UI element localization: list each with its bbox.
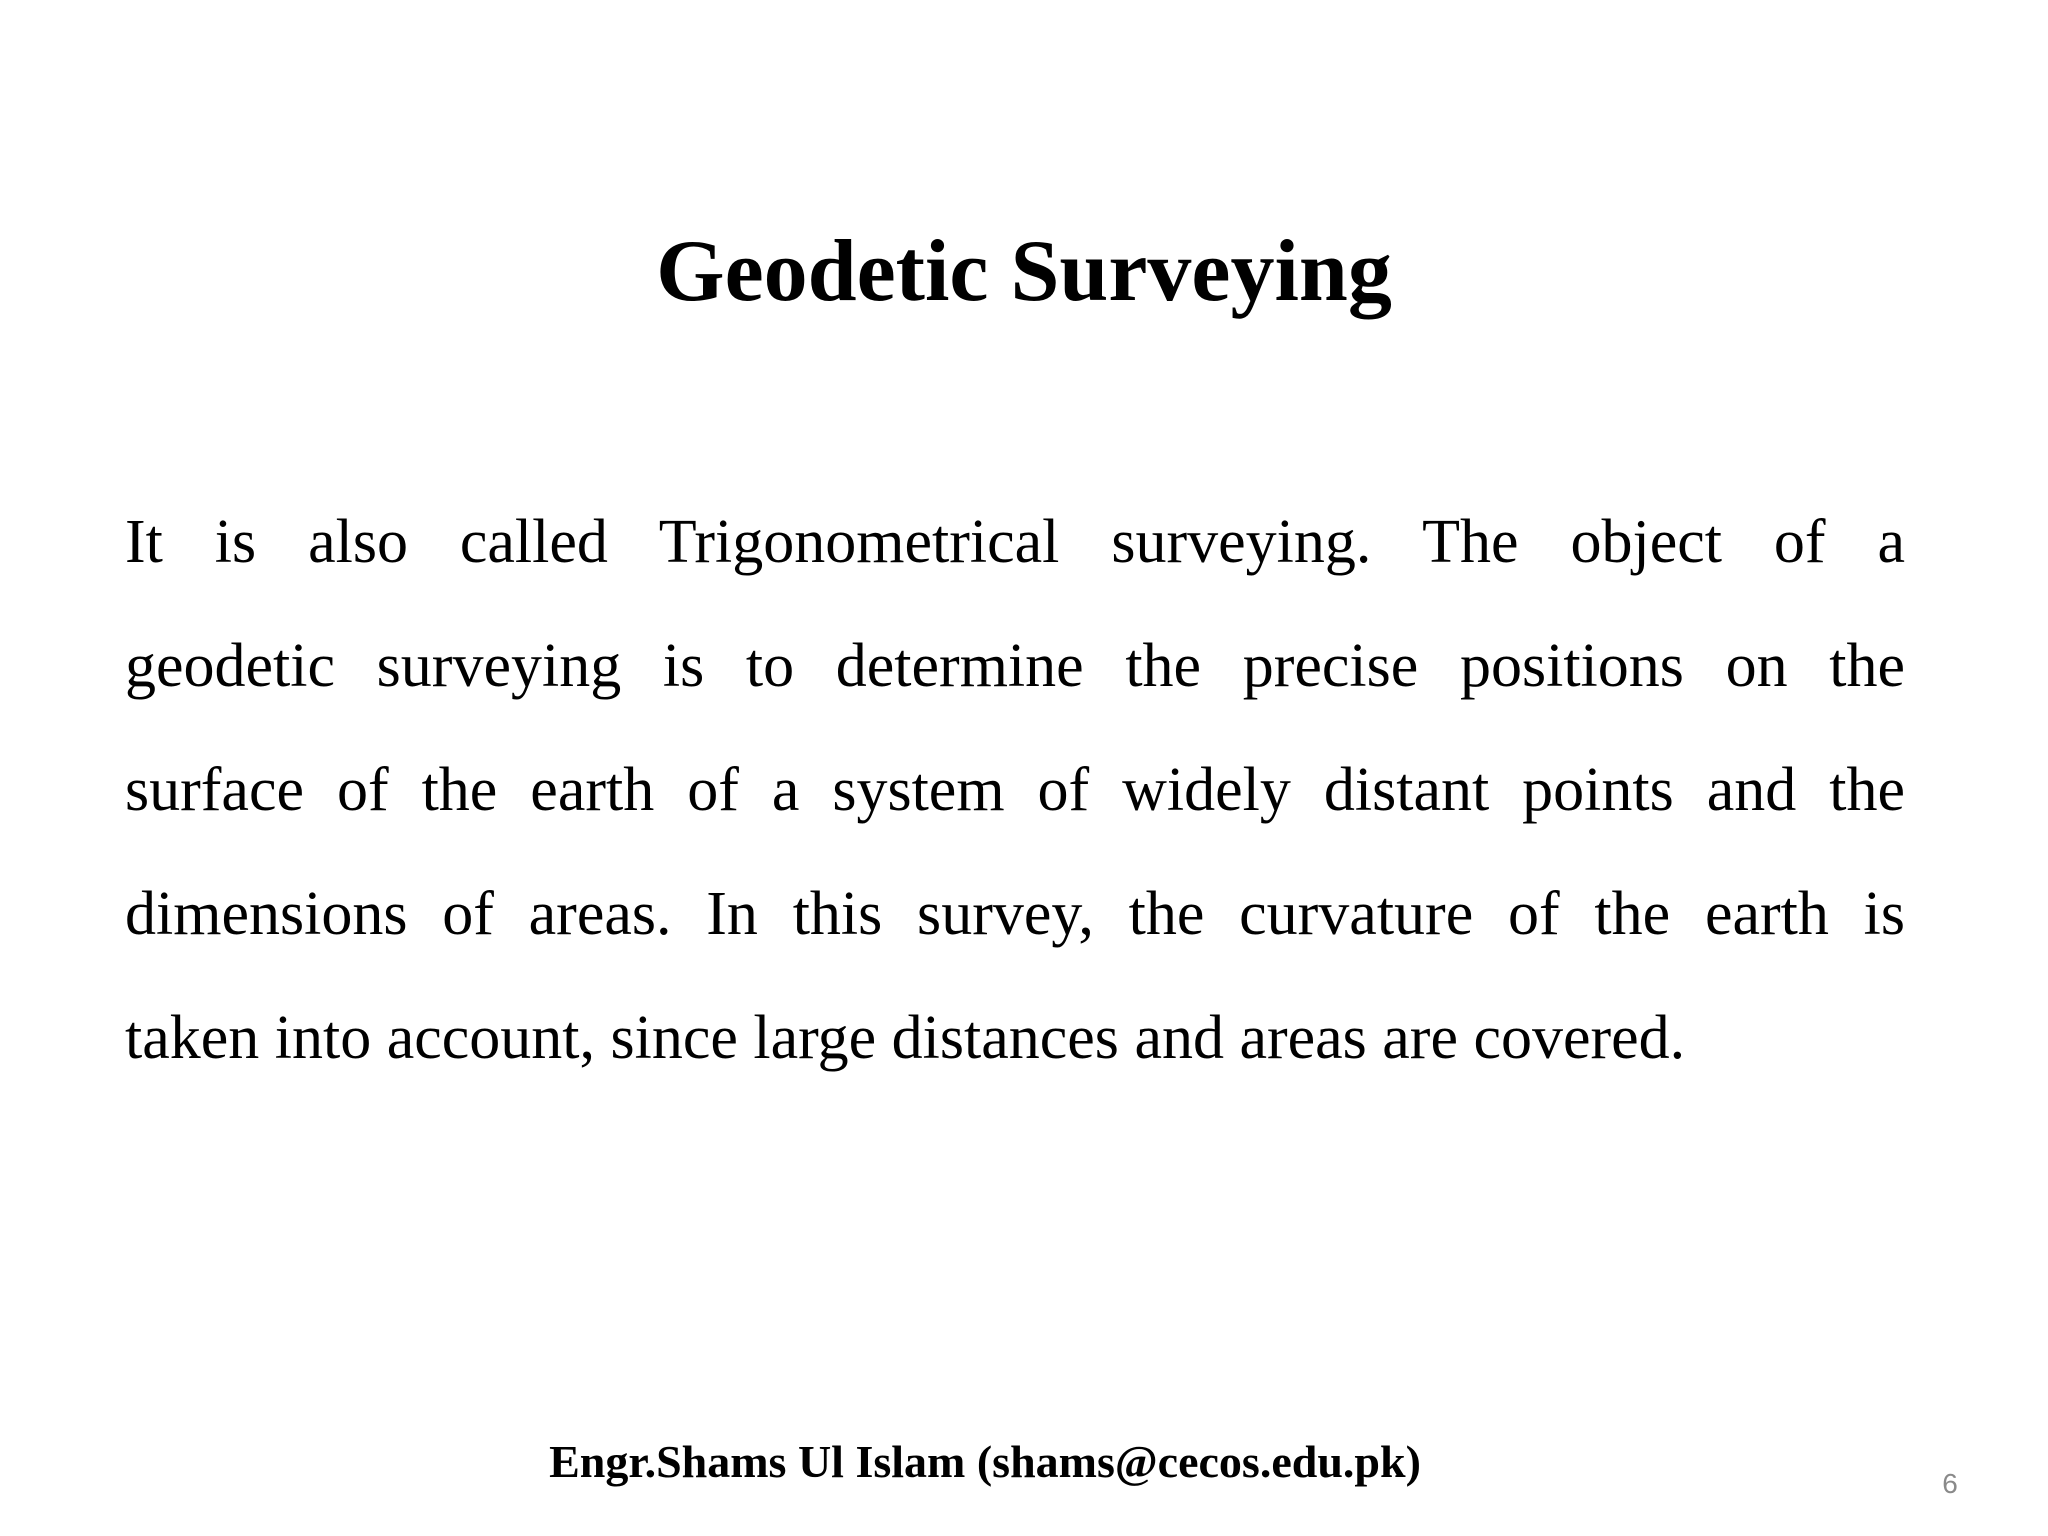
body-line-1: It is also called Trigonometrical surveying. The object of a: [125, 508, 1905, 576]
footer-author: Engr.Shams Ul Islam (shams@cecos.edu.pk): [549, 1436, 1421, 1487]
body-line-4: dimensions of areas. In this survey, the curvature of the earth is: [125, 880, 1905, 948]
slide-title: Geodetic Surveying: [656, 223, 1392, 320]
page-number: 6: [1942, 1468, 1958, 1499]
body-line-5: taken into account, since large distances and areas are covered.: [125, 1004, 1686, 1072]
slide-body: [125, 480, 1905, 1100]
body-line-3: surface of the earth of a system of widely distant points and the: [125, 756, 1905, 824]
body-line-2: geodetic surveying is to determine the precise positions on the: [125, 632, 1905, 700]
